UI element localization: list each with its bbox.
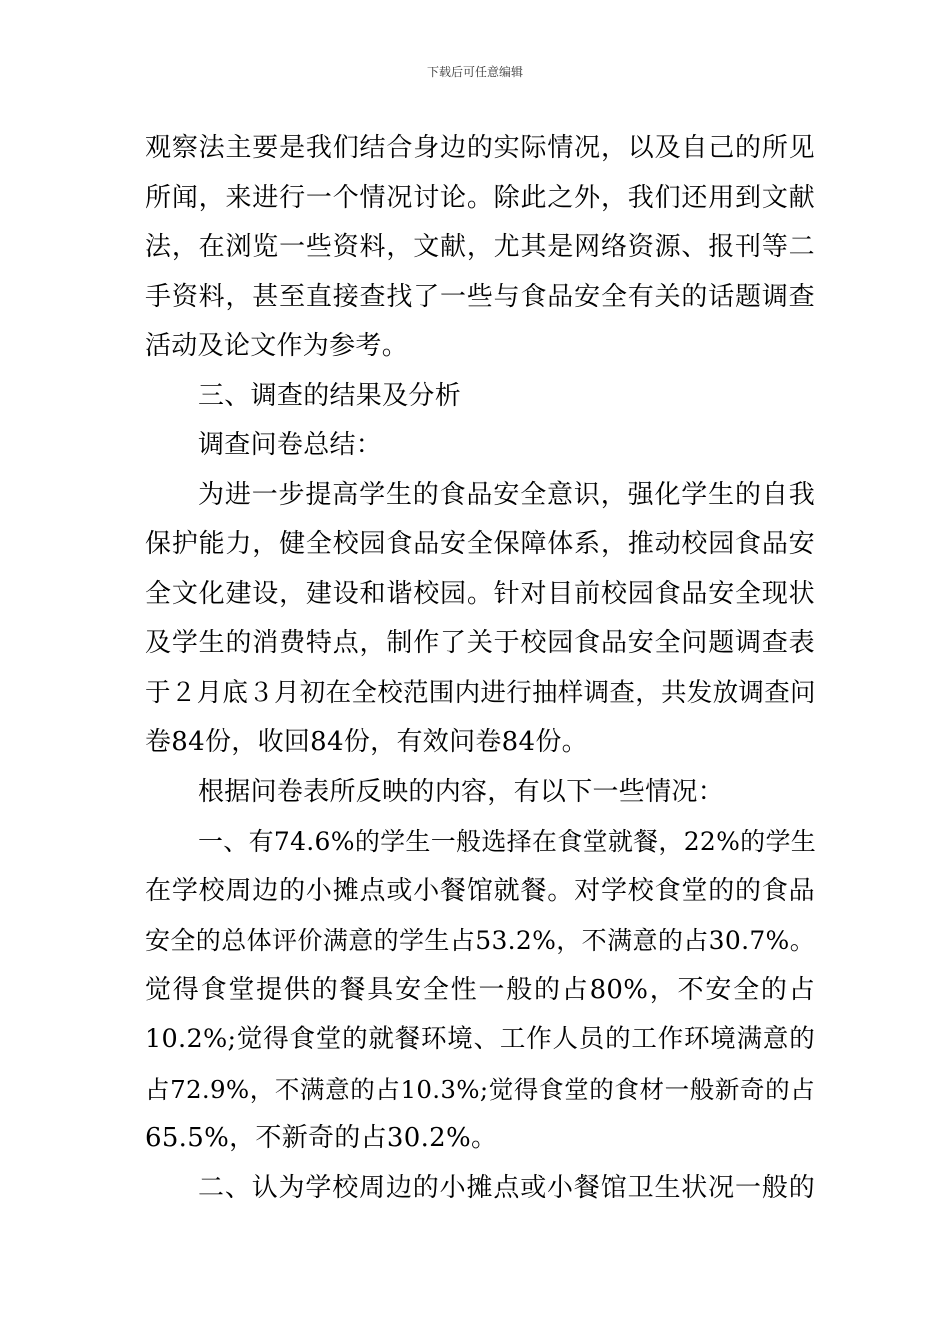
paragraph-line: 于２月底３月初在全校范围内进行抽样调查，共发放调查问 [145, 677, 816, 708]
paragraph-line: 一、有74.6%的学生一般选择在食堂就餐，22%的学生 [198, 827, 817, 856]
paragraph-line: 卷84份，收回84份，有效问卷84份。 [145, 727, 588, 757]
paragraph-line: 安全的总体评价满意的学生占53.2%，不满意的占30.7%。 [145, 926, 815, 955]
paragraph-line: 手资料，甚至直接查找了一些与食品安全有关的话题调查 [145, 281, 815, 312]
paragraph-line: 占72.9%，不满意的占10.3%;觉得食堂的食材一般新奇的占 [145, 1074, 815, 1104]
paragraph-line: 二、认为学校周边的小摊点或小餐馆卫生状况一般的 [198, 1172, 815, 1203]
paragraph-line: 全文化建设，建设和谐校园。针对目前校园食品安全现状 [145, 578, 815, 609]
paragraph-line: 为进一步提高学生的食品安全意识，强化学生的自我 [198, 479, 815, 510]
paragraph-line: 根据问卷表所反映的内容，有以下一些情况： [198, 776, 725, 807]
paragraph-line: 观察法主要是我们结合身边的实际情况，以及自己的所见 [145, 133, 815, 163]
section-heading: 三、调查的结果及分析 [198, 380, 462, 411]
page-header: 下载后可任意编辑 [426, 65, 523, 79]
subsection-heading: 调查问卷总结： [198, 430, 383, 460]
paragraph-line: 在学校周边的小摊点或小餐馆就餐。对学校食堂的的食品 [145, 875, 815, 906]
paragraph-line: 保护能力，健全校园食品安全保障体系，推动校园食品安 [145, 529, 815, 559]
document-body [145, 124, 815, 1213]
paragraph-line: 65.5%，不新奇的占30.2%。 [145, 1123, 498, 1153]
paragraph-line: 法，在浏览一些资料，文献，尤其是网络资源、报刊等二 [145, 232, 815, 262]
paragraph-line: 觉得食堂提供的餐具安全性一般的占80%，不安全的占 [145, 974, 815, 1005]
paragraph-line: 10.2%;觉得食堂的就餐环境、工作人员的工作环境满意的 [145, 1024, 815, 1054]
paragraph-line: 活动及论文作为参考。 [145, 331, 409, 361]
paragraph-line: 及学生的消费特点，制作了关于校园食品安全问题调查表 [145, 628, 815, 658]
paragraph-line: 所闻，来进行一个情况讨论。除此之外，我们还用到文献 [145, 182, 815, 213]
